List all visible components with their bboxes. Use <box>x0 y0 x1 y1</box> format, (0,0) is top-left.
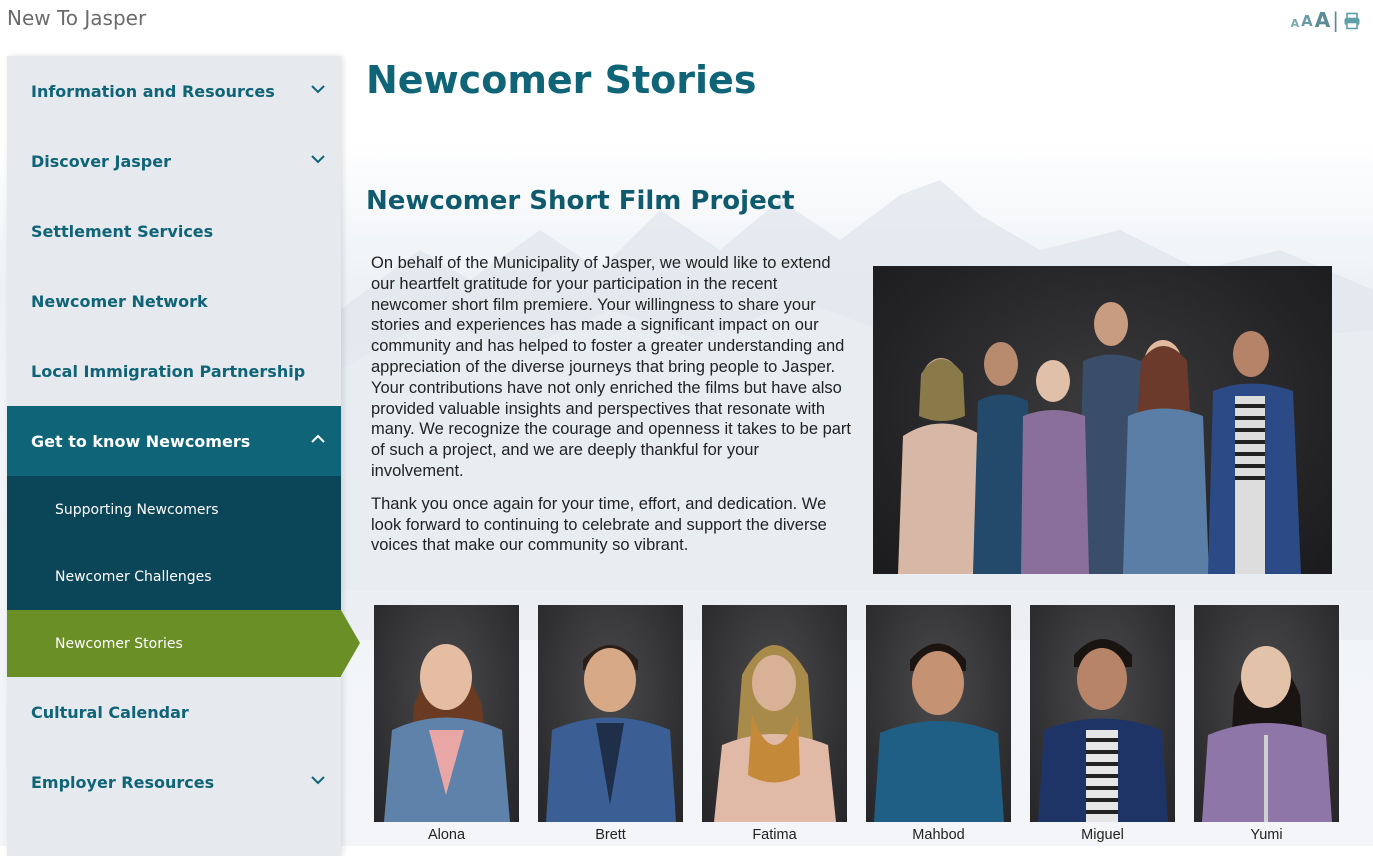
paragraph: Thank you once again for your time, effort, and dedication. We look forward to continuing to celebrate and support the diverse voices that make our community so vibrant. <box>371 494 827 555</box>
text-size-tools <box>1291 10 1361 30</box>
portrait-card[interactable] <box>1030 605 1175 843</box>
intro-text <box>371 253 856 556</box>
sidebar-item-discover-jasper[interactable] <box>7 126 341 196</box>
sidebar-subitem-label: Supporting Newcomers <box>55 501 219 518</box>
chevron-down-icon[interactable] <box>311 773 325 787</box>
tools-separator: | <box>1332 8 1339 32</box>
portrait-photo[interactable] <box>374 605 519 822</box>
portrait-photo[interactable] <box>1030 605 1175 822</box>
sidebar-item-label: Local Immigration Partnership <box>31 361 306 381</box>
sidebar-item-label: Settlement Services <box>31 221 214 241</box>
portrait-card[interactable] <box>866 605 1011 843</box>
section-title: Newcomer Short Film Project <box>366 186 795 216</box>
portrait-name: Yumi <box>1250 827 1283 843</box>
sidebar-item-settlement-services[interactable] <box>7 196 341 266</box>
portrait-card[interactable] <box>374 605 519 843</box>
font-size-medium-button[interactable]: A <box>1301 12 1313 30</box>
chevron-down-icon[interactable] <box>311 82 325 96</box>
portrait-photo[interactable] <box>1194 605 1339 822</box>
sidebar-item-newcomer-network[interactable] <box>7 266 341 336</box>
font-size-small-button[interactable]: A <box>1290 17 1300 30</box>
sidebar-subitem-newcomer-stories[interactable] <box>7 610 341 677</box>
sidebar-item-label: Information and Resources <box>31 81 275 101</box>
portrait-name: Alona <box>427 827 466 843</box>
font-size-large-button[interactable]: A <box>1314 8 1331 32</box>
group-photo <box>873 266 1332 574</box>
sidebar-item-label: Discover Jasper <box>31 151 171 171</box>
sidebar-item-employer-resources[interactable] <box>7 747 341 817</box>
portrait-name: Brett <box>595 827 626 843</box>
sidebar-nav <box>7 56 341 856</box>
sidebar-subitem-label: Newcomer Stories <box>55 635 183 652</box>
portrait-card[interactable] <box>538 605 683 843</box>
portrait-photo[interactable] <box>702 605 847 822</box>
sidebar-item-cultural-calendar[interactable] <box>7 677 341 747</box>
sidebar-item-label: Newcomer Network <box>31 291 208 311</box>
sidebar-item-local-immigration-partnership[interactable] <box>7 336 341 406</box>
printer-icon[interactable] <box>1343 12 1361 30</box>
sidebar-item-label: Employer Resources <box>31 772 215 792</box>
sidebar-subitem-newcomer-challenges[interactable] <box>7 543 341 610</box>
portrait-photo[interactable] <box>538 605 683 822</box>
portrait-name: Miguel <box>1081 827 1124 843</box>
sidebar-item-label: Cultural Calendar <box>31 702 189 722</box>
sidebar-item-information-and-resources[interactable] <box>7 56 341 126</box>
site-title[interactable]: New To Jasper <box>7 6 147 30</box>
chevron-down-icon[interactable] <box>311 152 325 166</box>
portrait-photo[interactable] <box>866 605 1011 822</box>
sidebar-subitem-supporting-newcomers[interactable] <box>7 476 341 543</box>
page-title: Newcomer Stories <box>366 58 757 102</box>
paragraph: On behalf of the Municipality of Jasper, we would like to extend our heartfelt gratitude for your participation in the recent newcomer short film premiere. Your willingness to share your stories and experiences has made a significant impact on our community and has helped to foster a greater understanding and appreciation of the diverse journeys that bring people to Jasper. <box>371 254 845 376</box>
portrait-name: Fatima <box>752 827 797 843</box>
sidebar-subitem-label: Newcomer Challenges <box>55 568 212 585</box>
chevron-up-icon[interactable] <box>311 432 325 446</box>
sidebar-item-label: Get to know Newcomers <box>31 431 251 451</box>
portrait-name: Mahbod <box>912 827 965 843</box>
paragraph: Your contributions have not only enriched the films but have also provided valuable insights and perspectives that resonate with many. We recognize the courage and openness it takes to be part of such a project, and we are deeply thankful for your involvement. <box>371 378 852 480</box>
portrait-card[interactable] <box>702 605 847 843</box>
sidebar-item-get-to-know-newcomers[interactable] <box>7 406 341 476</box>
portrait-card[interactable] <box>1194 605 1339 843</box>
